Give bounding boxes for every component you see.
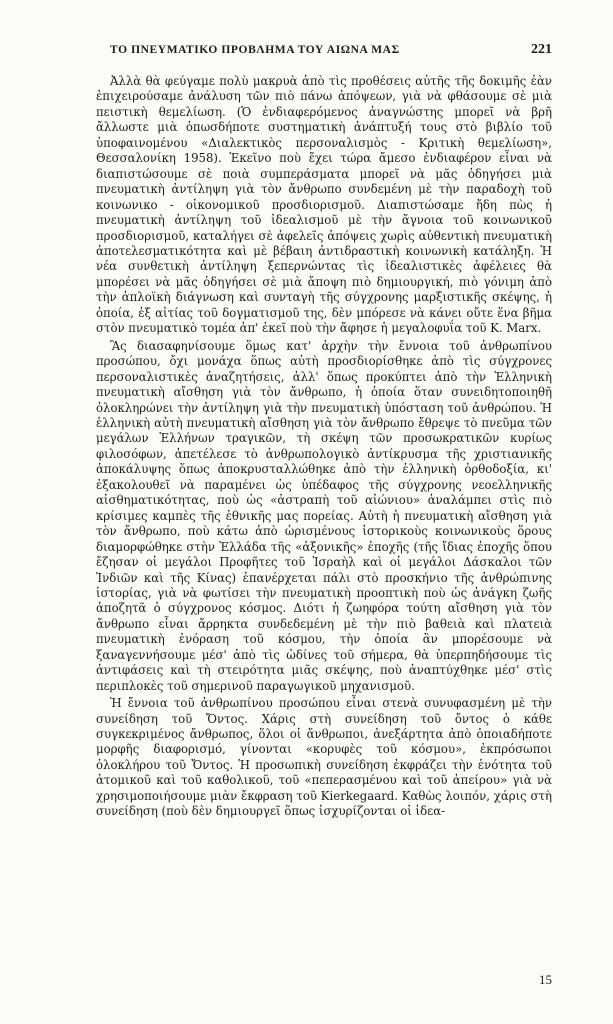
paragraph-3: Ἡ ἔννοια τοῦ ἀνθρωπίνου προσώπου εἶναι στενὰ συνυφασμένη μὲ τὴν συνείδηση τοῦ Ὄντος. Χάρις στὴ συνείδηση τοῦ ὄντος ὁ κάθε συγκεκριμένος ἄνθρωπος, ὅλοι οἱ ἄνθρωποι, ἀνεξάρτητα ἀπὸ ὁποιαδήποτε μορφῆς διαφορισμό, γίνονται «κορυφὲς τοῦ κόσμου», ἐκπρόσωποι ὁλοκλήρου τοῦ Ὄντος. Ἡ προσωπικὴ συνείδηση ἐκφράζει τὴν ἑνότητα τοῦ ἀτομικοῦ καὶ τοῦ καθολικοῦ, τοῦ «πεπερασμένου καὶ τοῦ ἀπείρου» γιὰ νὰ χρησιμοποιήσουμε μιὰν ἔκφραση τοῦ Kierkegaard. Καθὼς λοιπόν, χάρις στὴ συνείδηση (ποὺ δὲν δημιουργεῖ ὅπως ἰσχυρίζονται οἱ ἰδεα- [96, 696, 552, 819]
page-number: 221 [531, 42, 552, 57]
paragraph-1: Ἀλλὰ θὰ φεύγαμε πολὺ μακρυὰ ἀπὸ τὶς προθέσεις αὐτῆς τῆς δοκιμῆς ἐὰν ἐπιχειρούσαμε ἀνάλυση τῶν πιὸ πάνω ἀπόψεων, γιὰ νὰ φθάσουμε σὲ μιὰ πειστικὴ θεμελίωση. (Ὁ ἐνδιαφερόμενος ἀναγνώστης μπορεῖ νὰ βρῆ ἄλλωστε μιὰ ὁπωσδήποτε συστηματικὴ ἀνάπτυξή τους στὸ βιβλίο τοῦ ὑποφαινομένου «Διαλεκτικὸς περσοναλισμὸς - Κριτικὴ θεμελίωση», Θεσσαλονίκη 1958). Ἐκεῖνο ποὺ ἔχει τώρα ἄμεσο ἐνδιαφέρον εἶναι νὰ διαπιστώσουμε σὲ ποιὰ συμπεράσματα μπορεῖ νὰ μᾶς ὁδηγήσει μιὰ πνευματικὴ ἀντίληψη γιὰ τὸν ἄνθρωπο συνδεμένη μὲ τὴν παραδοχὴ τοῦ κοινωνικο - οἰκονομικοῦ προσδιορισμοῦ. Διαπιστώσαμε ἤδη πὼς ἡ πνευματικὴ ἀντίληψη τοῦ ἰδεαλισμοῦ μὲ τὴν ἄγνοια τοῦ κοινωνικοῦ προσδιορισμοῦ, καταλήγει σὲ ἀφελεῖς ἀπόψεις χωρὶς αὐθεντικὴ πνευματικὴ ἀποτελεσματικότητα καὶ μὲ βέβαιη ἀντιδραστικὴ κοινωνικὴ κατάληξη. Ἡ νέα συνθετικὴ ἀντίληψη ξεπερνώντας τὶς ἰδεαλιστικὲς ἀφέλειες θὰ μπορέσει νὰ μᾶς ὁδηγήσει σὲ μιὰ ἄποψη πιὸ δημιουργική, πιὸ γόνιμη ἀπὸ τὴν ἁπλοϊκὴ διάγνωση καὶ συνταγὴ τῆς σύγχρονης μαρξιστικῆς σκέψης, ἡ ὁποία, ἐξ αἰτίας τοῦ δογματισμοῦ της, δὲν μπόρεσε νὰ κάνει οὔτε ἕνα βῆμα στὸν πνευματικὸ τομέα ἀπ' ἐκεῖ ποὺ τὴν ἄφησε ἡ μεγαλοφυΐα τοῦ Κ. Marx. [96, 74, 552, 336]
body-text [96, 74, 552, 822]
paragraph-2: Ἂς διασαφηνίσουμε ὅμως κατ' ἀρχὴν τὴν ἔννοια τοῦ ἀνθρωπίνου προσώπου, ὄχι μονάχα ὅπως αὐτὴ προσδιορίσθηκε ἀπὸ τὶς σύγχρονες περσοναλιστικὲς ἀναζητήσεις, ἀλλ' ὅπως προκύπτει ἀπὸ τὴν Ἑλληνικὴ πνευματικὴ αἴσθηση γιὰ τὸν ἄνθρωπο, ἡ ὁποία ὅταν συνειδητοποιηθῆ ὁλοκληρώνει τὴν ἀντίληψη γιὰ τὴν πνευματικὴ ὑπόσταση τοῦ ἀνθρώπου. Ἡ ἑλληνικὴ αὐτὴ πνευματικὴ αἴσθηση γιὰ τὸν ἄνθρωπο ἔθρεψε τὸ πνεῦμα τῶν μεγάλων Ἑλλήνων τραγικῶν, τὴ σκέψη τῶν προσωκρατικῶν κυρίως φιλοσόφων, ἀπετέλεσε τὸ ἀνθρωπολογικὸ ἀντίκρυσμα τῆς χριστιανικῆς ἀποκάλυψης ὅπως ἀποκρυσταλλώθηκε ἀπὸ τὴν ἑλληνικὴ ὀρθοδοξία, κι' ἐξακολουθεῖ νὰ παραμένει ὡς ὑπέδαφος τῆς σύγχρονης νεοελληνικῆς αἰσθηματικότητας, ποὺ ὡς «ἀστραπὴ τοῦ αἰώνιου» ἀναλάμπει στὶς πιὸ κρίσιμες καμπὲς τῆς ἐθνικῆς μας πορείας. Αὐτὴ ἡ πνευματικὴ αἴσθηση γιὰ τὸν ἄνθρωπο, ποὺ κάτω ἀπὸ ὡρισμένους ἱστορικοὺς κοινωνικοὺς ὅρους διαμορφώθηκε στὴν Ἑλλάδα τῆς «ἀξονικῆς» ἐποχῆς (τῆς ἴδιας ἐποχῆς ὅπου ἔζησαν οἱ μεγάλοι Προφῆτες τοῦ Ἰσραὴλ καὶ οἱ μεγάλοι Δάσκαλοι τῶν Ἰνδιῶν καὶ τῆς Κίνας) ἐπανέρχεται πάλι στὸ προσκήνιο τῆς ἀνθρώπινης ἱστορίας, γιὰ νὰ φωτίσει τὴν πνευματικὴ προοπτικὴ ποὺ ὡς ἀνάγκη ζωῆς ἀποζητᾶ ὁ σύγχρονος κόσμος. Διότι ἡ ζωηφόρα τούτη αἴσθηση γιὰ τὸν ἄνθρωπο εἶναι ἄρρηκτα συνδεδεμένη μὲ τὴν πιὸ βαθειὰ καὶ πλατειὰ πνευματικὴ ἐνόραση τοῦ κόσμου, τὴν ὁποία ἂν μπορέσουμε νὰ ξαναγεννήσουμε μέσ' ἀπὸ τὶς ὠδίνες τοῦ σήμερα, θὰ ὑπερπηδήσουμε τὶς ἀντιφάσεις καὶ τὴ στειρότητα μιᾶς σκέψης, ποὺ ἀναπτύχθηκε μέσ' στὶς περιπλοκὲς τοῦ σημερινοῦ παραγωγικοῦ μηχανισμοῦ. [96, 338, 552, 693]
page-header [96, 42, 552, 62]
running-title: ΤΟ ΠΝΕΥΜΑΤΙΚΟ ΠΡΟΒΛΗΜΑ ΤΟΥ ΑΙΩΝΑ ΜΑΣ [110, 44, 400, 56]
signature-mark: 15 [539, 972, 552, 987]
